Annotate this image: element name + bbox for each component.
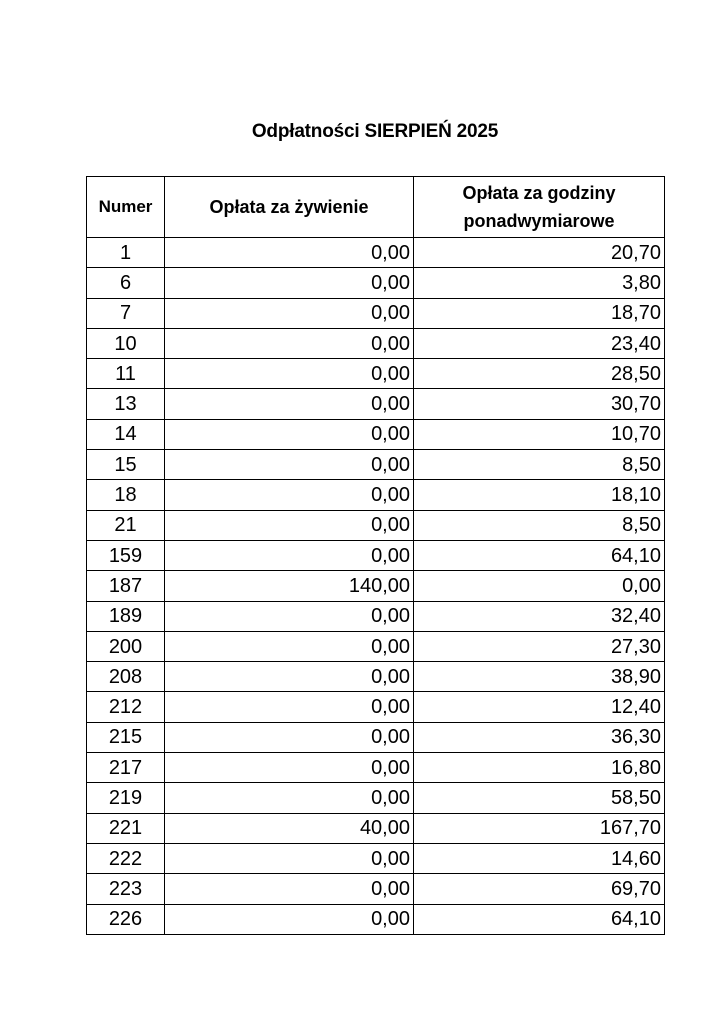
cell-overtime-fee: 14,60 [414,843,665,873]
table-row [87,419,665,449]
cell-number: 189 [87,601,165,631]
cell-overtime-fee: 12,40 [414,692,665,722]
table-row [87,631,665,661]
table-row [87,662,665,692]
header-overtime-fee-line2: ponadwymiarowe [463,211,615,231]
table-row [87,389,665,419]
cell-food-fee: 0,00 [165,359,414,389]
cell-food-fee: 0,00 [165,238,414,268]
cell-overtime-fee: 16,80 [414,753,665,783]
cell-overtime-fee: 30,70 [414,389,665,419]
cell-food-fee: 0,00 [165,843,414,873]
cell-overtime-fee: 36,30 [414,722,665,752]
table-row [87,268,665,298]
cell-number: 208 [87,662,165,692]
cell-food-fee: 0,00 [165,328,414,358]
cell-number: 11 [87,359,165,389]
cell-overtime-fee: 167,70 [414,813,665,843]
table-row [87,753,665,783]
cell-number: 13 [87,389,165,419]
cell-number: 200 [87,631,165,661]
cell-number: 222 [87,843,165,873]
cell-overtime-fee: 18,10 [414,480,665,510]
cell-number: 15 [87,450,165,480]
cell-overtime-fee: 18,70 [414,298,665,328]
cell-overtime-fee: 23,40 [414,328,665,358]
cell-overtime-fee: 32,40 [414,601,665,631]
cell-number: 219 [87,783,165,813]
cell-number: 223 [87,874,165,904]
cell-number: 221 [87,813,165,843]
cell-food-fee: 0,00 [165,783,414,813]
table-row [87,328,665,358]
table-header-row [87,177,665,238]
cell-food-fee: 0,00 [165,753,414,783]
table-body [87,238,665,935]
table-row [87,601,665,631]
table-row [87,238,665,268]
cell-food-fee: 0,00 [165,298,414,328]
cell-overtime-fee: 64,10 [414,540,665,570]
table-row [87,843,665,873]
cell-food-fee: 0,00 [165,692,414,722]
cell-number: 212 [87,692,165,722]
cell-food-fee: 0,00 [165,722,414,752]
cell-food-fee: 0,00 [165,510,414,540]
table-row [87,874,665,904]
cell-number: 18 [87,480,165,510]
cell-overtime-fee: 8,50 [414,450,665,480]
table-row [87,510,665,540]
cell-food-fee: 0,00 [165,904,414,934]
cell-number: 159 [87,540,165,570]
cell-overtime-fee: 20,70 [414,238,665,268]
cell-food-fee: 0,00 [165,874,414,904]
table-row [87,813,665,843]
table-row [87,480,665,510]
cell-number: 21 [87,510,165,540]
fees-table [86,176,665,935]
cell-overtime-fee: 27,30 [414,631,665,661]
cell-food-fee: 0,00 [165,631,414,661]
cell-overtime-fee: 3,80 [414,268,665,298]
cell-number: 7 [87,298,165,328]
header-number: Numer [87,177,165,238]
cell-food-fee: 0,00 [165,540,414,570]
header-overtime-fee [414,177,665,238]
cell-food-fee: 0,00 [165,480,414,510]
table-row [87,359,665,389]
page-title: Odpłatności SIERPIEŃ 2025 [251,121,499,142]
cell-overtime-fee: 38,90 [414,662,665,692]
cell-overtime-fee: 8,50 [414,510,665,540]
cell-overtime-fee: 10,70 [414,419,665,449]
cell-number: 226 [87,904,165,934]
cell-number: 215 [87,722,165,752]
table-row [87,904,665,934]
cell-number: 14 [87,419,165,449]
table-row [87,450,665,480]
cell-number: 10 [87,328,165,358]
cell-overtime-fee: 28,50 [414,359,665,389]
header-overtime-fee-line1: Opłata za godziny [462,183,616,203]
cell-food-fee: 40,00 [165,813,414,843]
table-row [87,571,665,601]
cell-food-fee: 0,00 [165,419,414,449]
table-row [87,540,665,570]
cell-food-fee: 0,00 [165,662,414,692]
cell-food-fee: 0,00 [165,601,414,631]
cell-food-fee: 140,00 [165,571,414,601]
cell-food-fee: 0,00 [165,268,414,298]
cell-number: 6 [87,268,165,298]
cell-overtime-fee: 58,50 [414,783,665,813]
cell-overtime-fee: 0,00 [414,571,665,601]
header-food-fee: Opłata za żywienie [165,177,414,238]
table-row [87,298,665,328]
cell-overtime-fee: 64,10 [414,904,665,934]
table-row [87,692,665,722]
cell-food-fee: 0,00 [165,389,414,419]
cell-number: 217 [87,753,165,783]
cell-number: 187 [87,571,165,601]
table-row [87,722,665,752]
cell-overtime-fee: 69,70 [414,874,665,904]
table-row [87,783,665,813]
cell-number: 1 [87,238,165,268]
cell-food-fee: 0,00 [165,450,414,480]
